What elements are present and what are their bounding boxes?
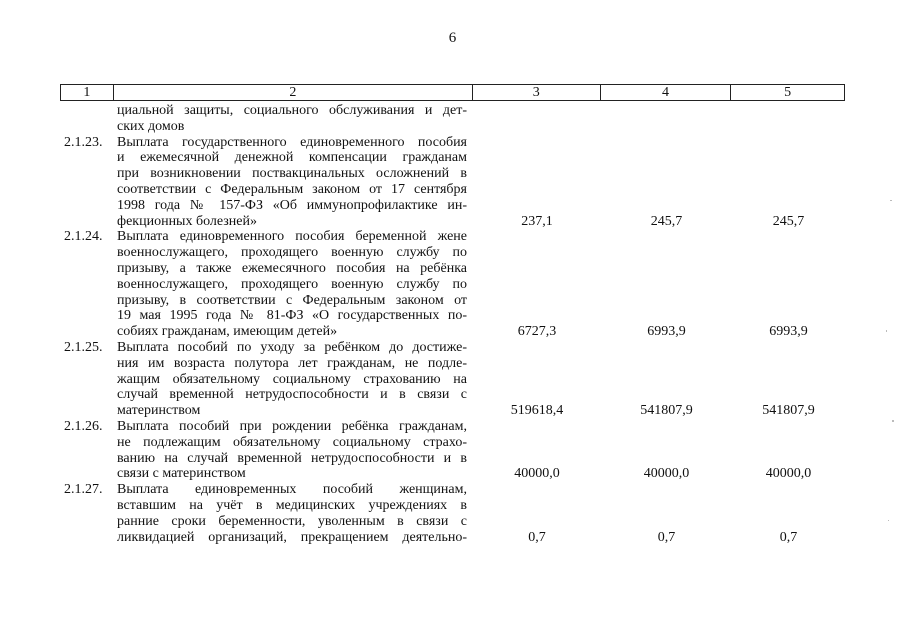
value-text: 40000,0 (765, 466, 812, 482)
scan-speck (886, 330, 887, 332)
row-value-col-4 (601, 419, 732, 482)
value-text: 541807,9 (762, 403, 815, 419)
row-code: 2.1.26. (64, 418, 103, 434)
row-value-col-5 (732, 340, 845, 419)
row-value-col-3 (473, 103, 601, 135)
row-value-col-4 (601, 229, 732, 340)
description-line: призыву, в соответствии с Федеральным законом от (117, 292, 467, 308)
description-line: фекционных болезней» (117, 213, 257, 229)
description-line: Выплата пособий по уходу за ребёнком до достиже- (117, 339, 467, 355)
table-row (60, 103, 845, 135)
value-text: 0,7 (779, 529, 798, 545)
description-line: военнослужащего, проходящего военную службу по (117, 245, 467, 261)
value-text: 40000,0 (514, 466, 560, 482)
page-number: 6 (448, 30, 457, 46)
description-line: Выплата единовременных пособий женщинам, (117, 482, 467, 498)
row-description (113, 229, 473, 340)
row-description (113, 135, 473, 230)
table-row (60, 229, 845, 340)
description-line: ванию на случай временной нетрудоспособности и в (117, 450, 467, 466)
scan-speck (892, 420, 894, 422)
value-text: 6727,3 (517, 324, 557, 340)
value-text: 541807,9 (640, 403, 693, 419)
row-code: 2.1.23. (64, 134, 103, 150)
row-value-col-3 (473, 419, 601, 482)
description-line: ния им возраста полутора лет гражданам, не подле- (117, 355, 467, 371)
row-value-col-3 (473, 482, 601, 545)
value-text: 245,7 (772, 213, 805, 229)
value-text: 40000,0 (643, 466, 690, 482)
row-value-col-5 (732, 229, 845, 340)
row-description (113, 103, 473, 135)
description-line: ранние сроки беременности, уволенным в связи с (117, 513, 467, 529)
row-description (113, 419, 473, 482)
header-col-1: 1 (61, 85, 114, 100)
description-line: собиях гражданам, имеющим детей» (117, 324, 338, 340)
description-line: Выплата единовременного пособия беременной жене (117, 229, 467, 245)
description-line: связи с материнством (117, 466, 246, 482)
description-line: 19 мая 1995 года № 81-ФЗ «О государственных по- (117, 308, 467, 324)
description-line: ликвидацией организаций, прекращением деятельно- (117, 529, 467, 545)
row-value-col-4 (601, 135, 732, 230)
row-value-col-5 (732, 135, 845, 230)
row-description (113, 482, 473, 545)
row-value-col-4 (601, 482, 732, 545)
row-value-col-5 (732, 419, 845, 482)
table-header (60, 84, 845, 101)
table-row (60, 482, 845, 545)
value-text: 237,1 (521, 213, 553, 229)
row-value-col-4 (601, 103, 732, 135)
description-line: 1998 года № 157-ФЗ «Об иммунопрофилактике ин- (117, 197, 467, 213)
description-line: не подлежащим обязательному социальному страхо- (117, 434, 467, 450)
value-text: 6993,9 (647, 324, 686, 340)
value-text: 6993,9 (769, 324, 808, 340)
scan-speck (888, 520, 889, 521)
header-col-5: 5 (784, 85, 792, 100)
value-text: 519618,4 (510, 403, 564, 419)
row-value-col-5 (732, 482, 845, 545)
description-line: Выплата государственного единовременного пособия (117, 134, 467, 150)
description-line: Выплата пособий при рождении ребёнка гражданам, (117, 418, 467, 434)
table-row (60, 135, 845, 230)
description-line: призыву, а также ежемесячного пособия на ребёнка (117, 260, 467, 276)
description-line: военнослужащего, проходящего военную службу по (117, 276, 467, 292)
row-value-col-5 (732, 103, 845, 135)
description-line: материнством (117, 403, 201, 419)
scan-speck (890, 200, 892, 201)
description-line: ских домов (117, 118, 185, 134)
value-text: 0,7 (657, 529, 676, 545)
row-value-col-4 (601, 340, 732, 419)
description-line: вставшим на учёт в медицинских учреждениях в (117, 497, 467, 513)
row-code: 2.1.24. (64, 229, 103, 245)
row-value-col-3 (473, 340, 601, 419)
description-line: случай временной нетрудоспособности и в связи с (117, 387, 467, 403)
row-code: 2.1.25. (64, 339, 103, 355)
row-code (60, 103, 113, 135)
description-line: соответствии с Федеральным законом от 17 сентября (117, 181, 467, 197)
row-value-col-3 (473, 229, 601, 340)
header-col-2: 2 (114, 85, 473, 100)
header-col-3: 3 (473, 85, 601, 100)
table-body (60, 103, 845, 545)
description-line: при возникновении поствакцинальных осложнений в (117, 166, 467, 182)
description-line: жащим обязательному социальному страхованию на (117, 371, 467, 387)
description-line: циальной защиты, социального обслуживания и дет- (117, 103, 467, 118)
row-code: 2.1.27. (64, 482, 103, 498)
row-description (113, 340, 473, 419)
header-col-4: 4 (601, 85, 732, 100)
value-text: 0,7 (528, 529, 546, 545)
description-line: и ежемесячной денежной компенсации гражданам (117, 150, 467, 166)
table-row (60, 419, 845, 482)
row-value-col-3 (473, 135, 601, 230)
value-text: 245,7 (650, 213, 683, 229)
table-row (60, 340, 845, 419)
